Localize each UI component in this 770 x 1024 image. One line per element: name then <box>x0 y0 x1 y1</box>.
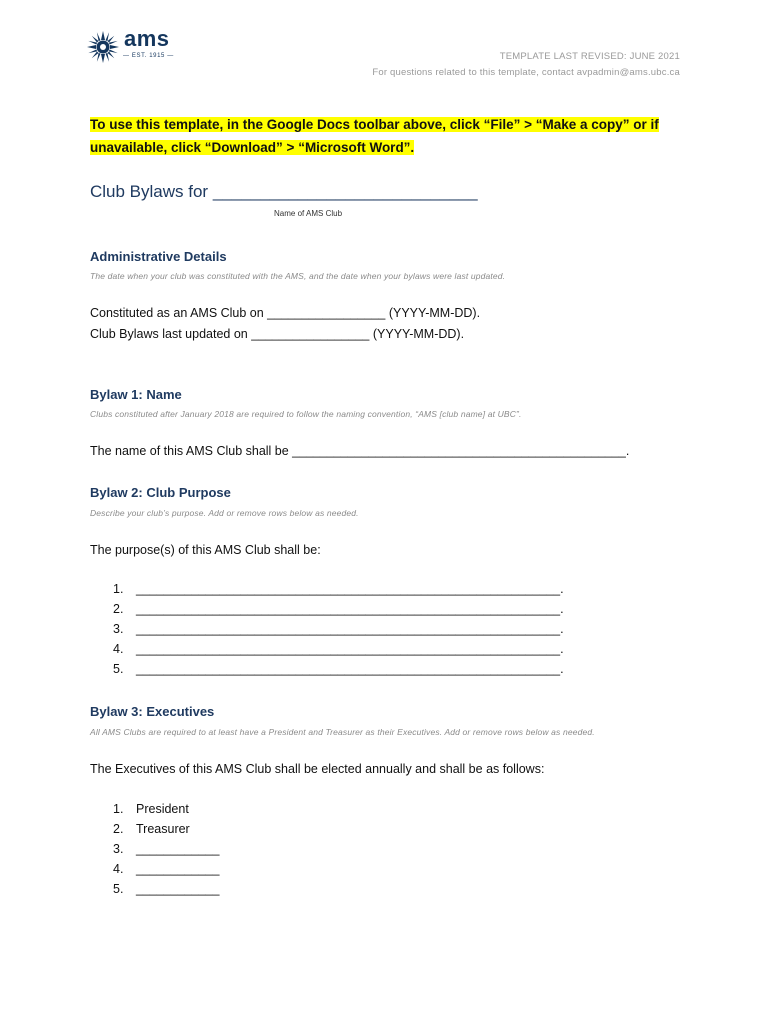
ams-logo <box>86 26 182 64</box>
contact-line: For questions related to this template, contact avpadmin@ams.ubc.ca <box>372 67 680 78</box>
admin-heading: Administrative Details <box>90 249 227 264</box>
bylaw2-note: Describe your club’s purpose. Add or remove rows below as needed. <box>90 508 359 518</box>
instruction-line-2: unavailable, click “Download” > “Microsoft Word”. <box>90 140 415 155</box>
logo-established: — EST. 1915 — <box>123 53 174 59</box>
updated-line: Club Bylaws last updated on _________________ (YYYY-MM-DD). <box>90 327 465 341</box>
list-number: 1. <box>113 582 124 596</box>
list-text: ____________ <box>136 882 220 896</box>
list-number: 3. <box>113 622 124 636</box>
list-text: _____________________________________________________________. <box>136 602 564 616</box>
logo-wordmark: ams <box>124 26 170 51</box>
list-number: 3. <box>113 842 124 856</box>
club-name-line: The name of this AMS Club shall be ________________________________________________. <box>90 444 630 458</box>
list-text: _____________________________________________________________. <box>136 622 564 636</box>
purpose-intro: The purpose(s) of this AMS Club shall be: <box>90 543 321 557</box>
list-number: 5. <box>113 882 124 896</box>
list-text: Treasurer <box>136 822 190 836</box>
list-text: _____________________________________________________________. <box>136 642 564 656</box>
list-text: _____________________________________________________________. <box>136 662 564 676</box>
copy-instruction <box>90 113 680 159</box>
bylaw3-note: All AMS Clubs are required to at least have a President and Treasurer as their Executives. Add or remove rows below as needed. <box>90 727 595 737</box>
template-meta <box>372 49 680 81</box>
constituted-line: Constituted as an AMS Club on _________________ (YYYY-MM-DD). <box>90 306 481 320</box>
bylaw1-heading: Bylaw 1: Name <box>90 387 182 402</box>
list-number: 4. <box>113 642 124 656</box>
list-text: President <box>136 802 189 816</box>
list-number: 4. <box>113 862 124 876</box>
list-number: 2. <box>113 602 124 616</box>
list-text: ____________ <box>136 862 220 876</box>
instruction-line-1: To use this template, in the Google Docs toolbar above, click “File” > “Make a copy” or if <box>90 117 659 132</box>
list-number: 5. <box>113 662 124 676</box>
title-caption: Name of AMS Club <box>274 209 343 218</box>
list-text: _____________________________________________________________. <box>136 582 564 596</box>
executives-intro: The Executives of this AMS Club shall be elected annually and shall be as follows: <box>90 762 545 776</box>
list-number: 1. <box>113 802 124 816</box>
admin-note: The date when your club was constituted with the AMS, and the date when your bylaws were last updated. <box>90 271 506 281</box>
document-title: Club Bylaws for ____________________________ <box>90 182 478 201</box>
bylaw2-heading: Bylaw 2: Club Purpose <box>90 485 231 500</box>
list-text: ____________ <box>136 842 220 856</box>
revised-date: TEMPLATE LAST REVISED: JUNE 2021 <box>499 51 680 62</box>
bylaw1-note: Clubs constituted after January 2018 are required to follow the naming convention, “AMS [club name] at UBC”. <box>90 409 522 419</box>
bylaw3-heading: Bylaw 3: Executives <box>90 704 215 719</box>
list-number: 2. <box>113 822 124 836</box>
sun-icon <box>86 30 120 64</box>
